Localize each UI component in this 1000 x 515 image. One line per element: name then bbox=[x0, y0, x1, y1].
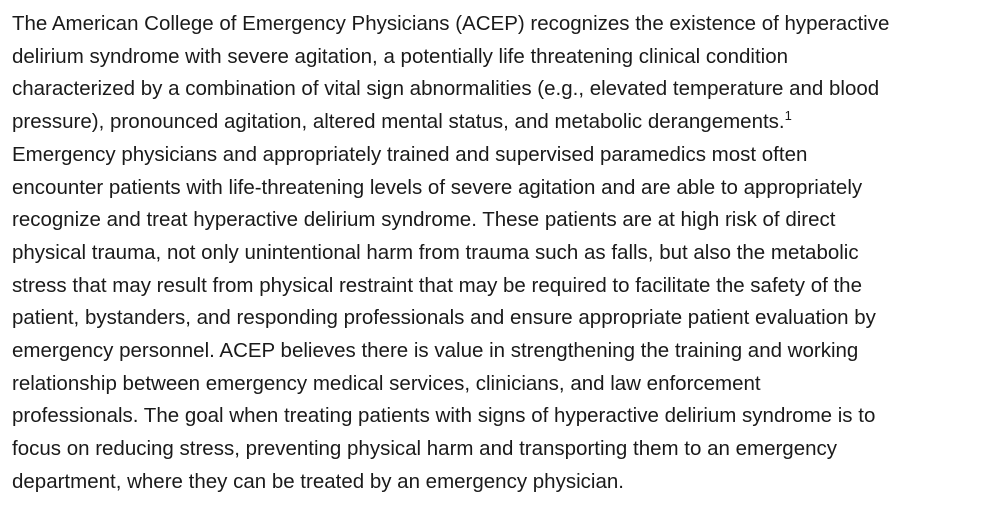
text-line: The American College of Emergency Physicians (ACEP) recognizes the existence of hyperactive bbox=[12, 12, 890, 35]
text-line: patient, bystanders, and responding professionals and ensure appropriate patient evaluation by bbox=[12, 306, 876, 330]
footnote-reference: 1 bbox=[784, 108, 792, 124]
text-line: Emergency physicians and appropriately trained and supervised paramedics most often bbox=[12, 142, 808, 166]
text-line-with-footnote bbox=[12, 106, 992, 139]
text-line: pressure), pronounced agitation, altered mental status, and metabolic derangements. bbox=[12, 110, 785, 134]
text-line: characterized by a combination of vital sign abnormalities (e.g., elevated temperature and blood bbox=[12, 77, 880, 101]
text-line: department, where they can be treated by an emergency physician. bbox=[12, 469, 624, 493]
text-line: relationship between emergency medical services, clinicians, and law enforcement bbox=[12, 371, 761, 395]
text-line: stress that may result from physical restraint that may be required to facilitate the safety of the bbox=[12, 273, 862, 297]
text-line: professionals. The goal when treating patients with signs of hyperactive delirium syndrome is to bbox=[12, 404, 876, 428]
text-line: delirium syndrome with severe agitation, a potentially life threatening clinical condition bbox=[12, 44, 788, 68]
text-line: encounter patients with life-threatening levels of severe agitation and are able to appropriately bbox=[12, 175, 863, 199]
text-line: recognize and treat hyperactive delirium syndrome. These patients are at high risk of direct bbox=[12, 208, 836, 232]
text-line: focus on reducing stress, preventing physical harm and transporting them to an emergency bbox=[12, 437, 837, 461]
text-line: emergency personnel. ACEP believes there is value in strengthening the training and working bbox=[12, 339, 859, 363]
policy-statement-paragraph bbox=[12, 8, 992, 499]
text-line: physical trauma, not only unintentional harm from trauma such as falls, but also the metabolic bbox=[12, 240, 859, 264]
